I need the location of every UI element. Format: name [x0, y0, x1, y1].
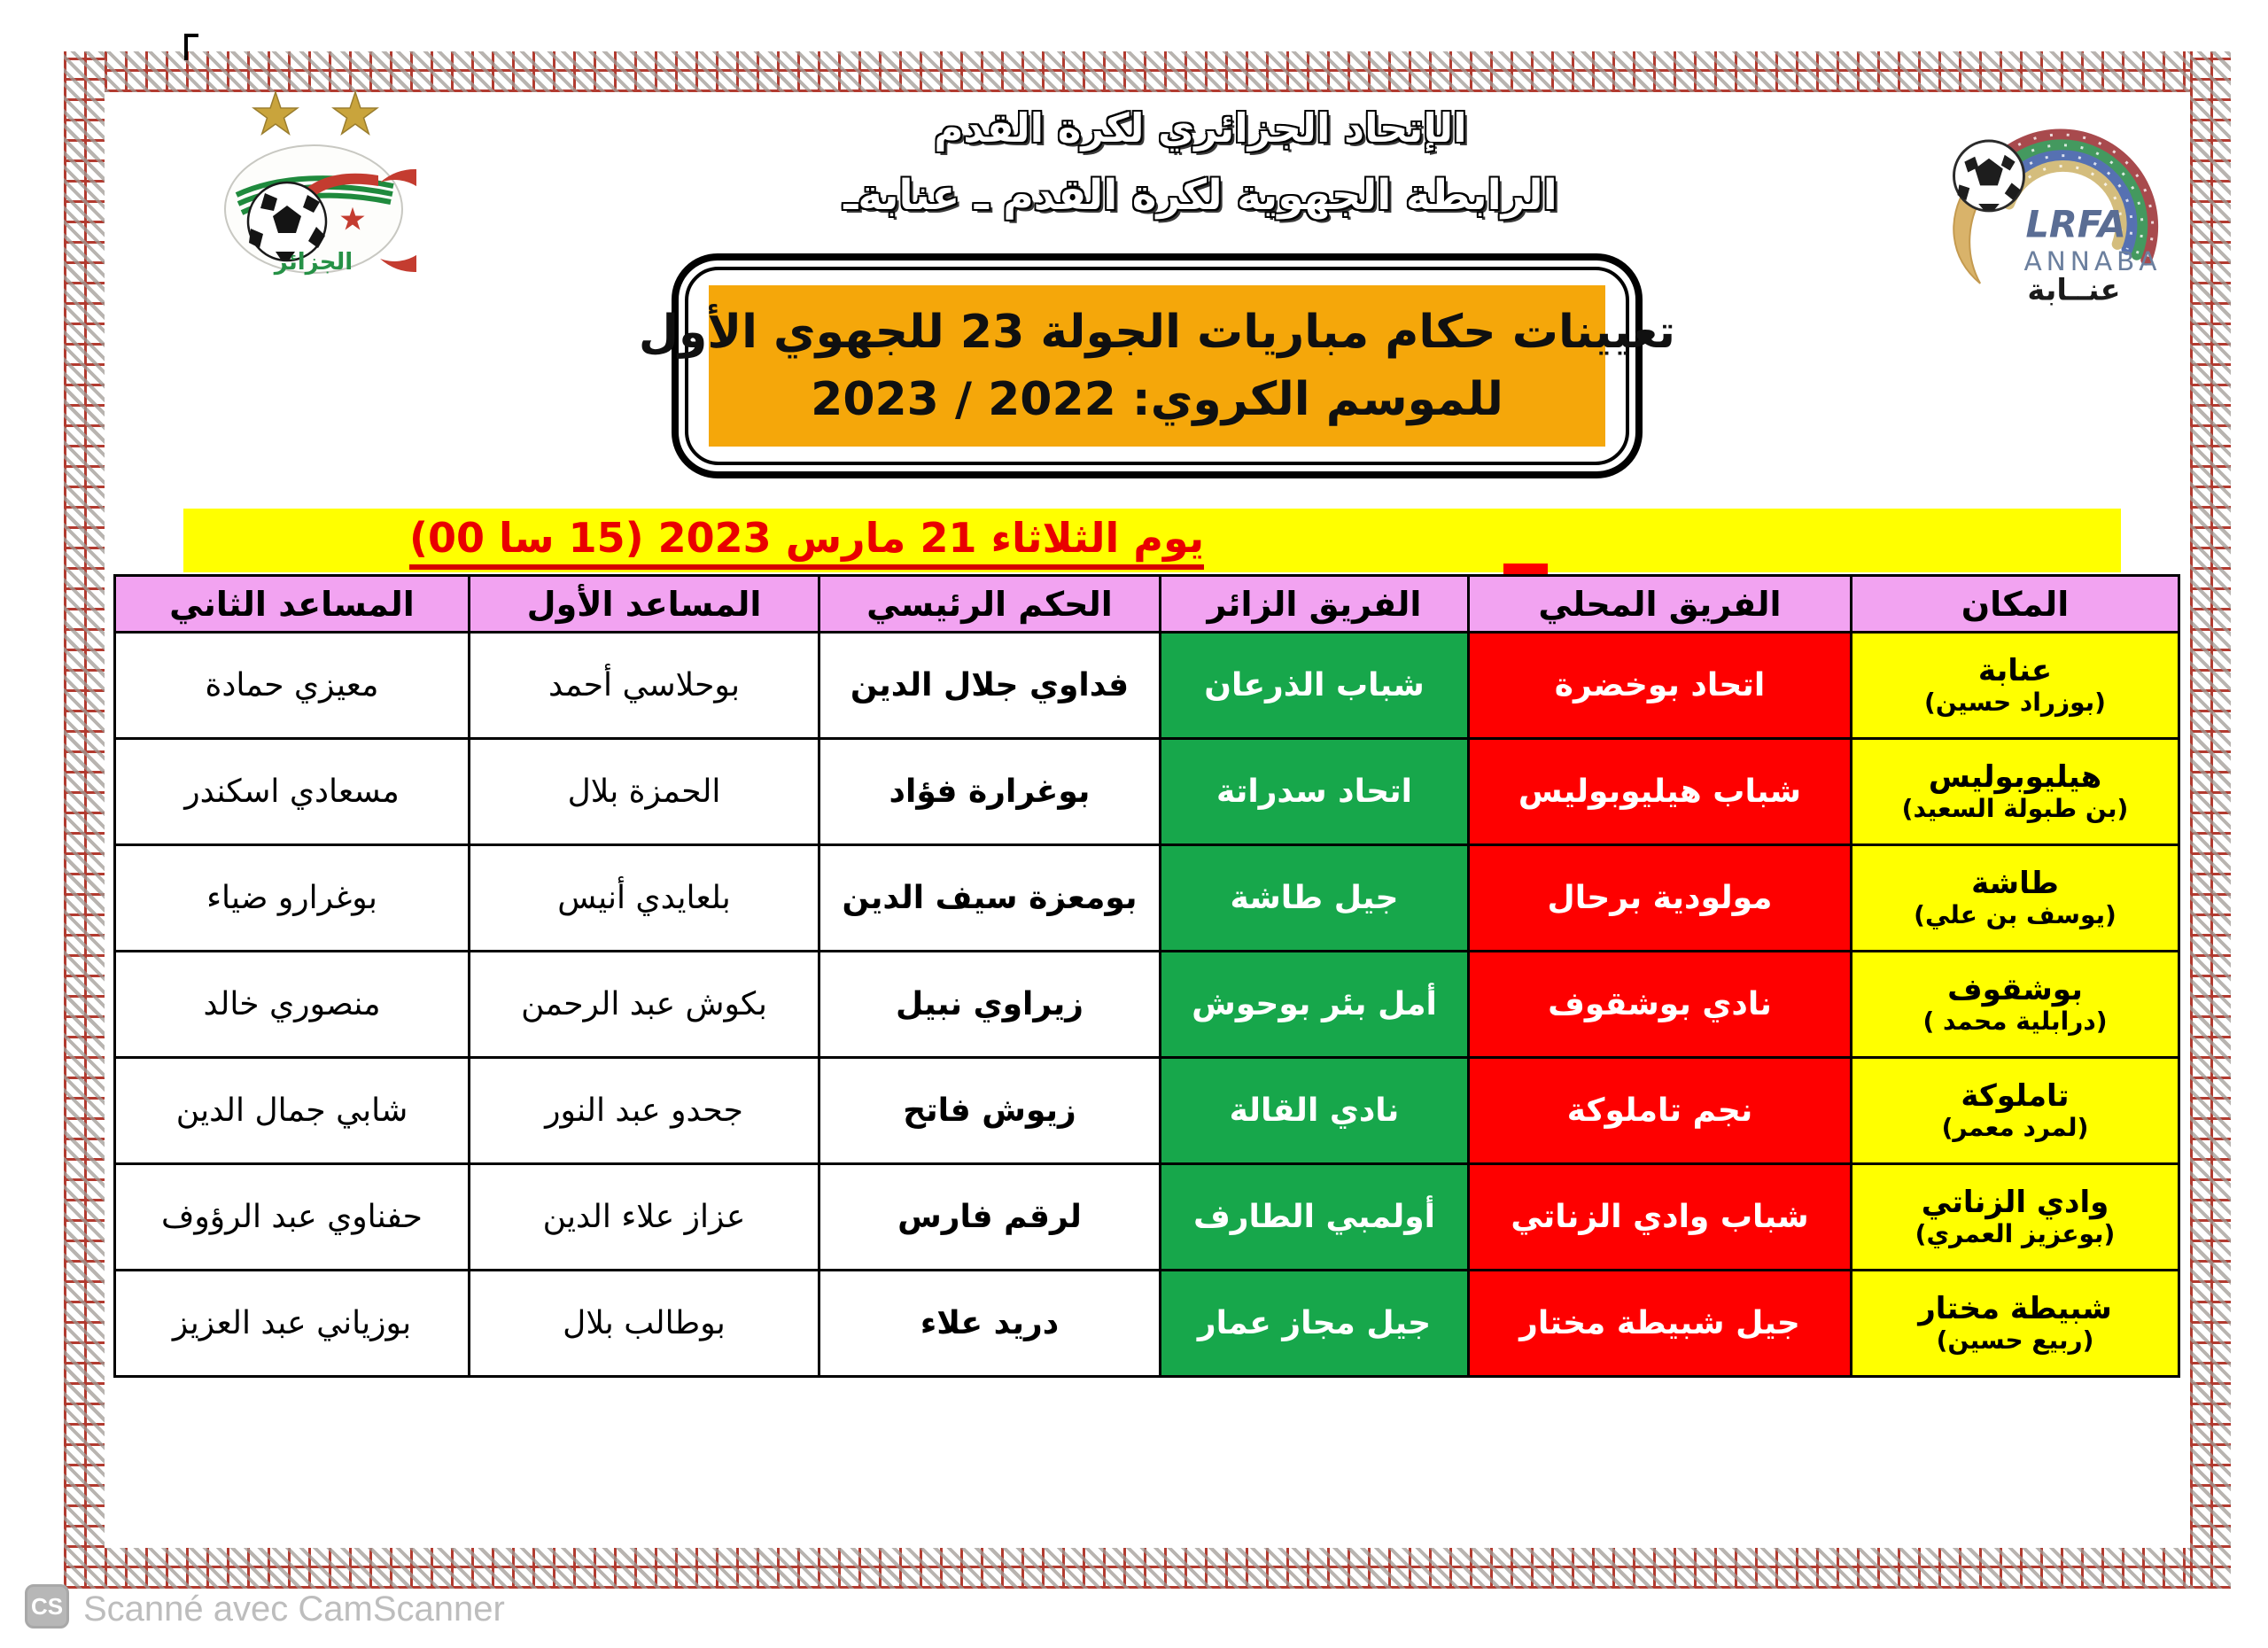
away-team-cell: نادي القالة	[1161, 1058, 1469, 1164]
column-header-home-team: الفريق المحلي	[1469, 576, 1852, 633]
assistant1-cell: عزاز علاء الدين	[470, 1164, 819, 1271]
venue-cell	[1852, 1271, 2179, 1377]
table-header-row	[115, 576, 2179, 633]
assistant2-cell: بوزياني عبد العزيز	[115, 1271, 470, 1377]
camscanner-badge-icon: CS	[25, 1584, 69, 1629]
main-referee-cell: دريد علاء	[819, 1271, 1161, 1377]
column-header-assistant1: المساعد الأول	[470, 576, 819, 633]
assistant2-cell: معيزي حمادة	[115, 633, 470, 739]
home-team-cell: جيل شبيطة مختار	[1469, 1271, 1852, 1377]
venue-name: عنابة	[1977, 652, 2053, 688]
referee-assignments-table	[113, 574, 2180, 1378]
table-row	[115, 952, 2179, 1058]
federation-name: الإتحاد الجزائري لكرة القدم	[934, 105, 1467, 152]
title-line-1: تعيينات حكام مباريات الجولة 23 للجهوي الأول	[638, 306, 1676, 359]
title-box-inner-border	[638, 267, 1676, 465]
venue-name: بوشقوف	[1947, 971, 2083, 1007]
away-team-cell: أمل بئر بوحوش	[1161, 952, 1469, 1058]
venue-cell	[1852, 845, 2179, 952]
column-header-away-team: الفريق الزائر	[1161, 576, 1469, 633]
venue-cell	[1852, 1058, 2179, 1164]
assistant1-cell: بوحلاسي أحمد	[470, 633, 819, 739]
home-team-cell: مولودية برحال	[1469, 845, 1852, 952]
home-team-cell: شباب وادي الزناتي	[1469, 1164, 1852, 1271]
home-team-cell: نجم تاملوكة	[1469, 1058, 1852, 1164]
stadium-name: (يوسف بن علي)	[1914, 899, 2117, 929]
stadium-name: (ربيع حسين)	[1936, 1325, 2094, 1355]
border-pattern-left	[64, 51, 105, 1589]
away-team-cell: اتحاد سدراتة	[1161, 739, 1469, 845]
federation-header	[726, 105, 1674, 220]
venue-cell	[1852, 952, 2179, 1058]
table-row	[115, 1271, 2179, 1377]
home-team-cell: اتحاد بوخضرة	[1469, 633, 1852, 739]
assistant2-cell: بوغرارو ضياء	[115, 845, 470, 952]
away-team-cell: شباب الذرعان	[1161, 633, 1469, 739]
main-referee-cell: فداوي جلال الدين	[819, 633, 1161, 739]
venue-cell	[1852, 1164, 2179, 1271]
main-referee-cell: بومعزة سيف الدين	[819, 845, 1161, 952]
main-referee-cell: زيراوي نبيل	[819, 952, 1161, 1058]
venue-name: هيليوبوليس	[1928, 758, 2102, 795]
lrfa-acronym: LRFA	[2025, 203, 2126, 246]
title-line-2: للموسم الكروي: 2022 / 2023	[811, 373, 1503, 426]
match-date: يوم الثلاثاء 21 مارس 2023 (15 سا 00)	[409, 514, 1204, 570]
stadium-name: (بوعزيز العمري)	[1915, 1218, 2116, 1248]
main-referee-cell: لرقم فارس	[819, 1164, 1161, 1271]
main-referee-cell: زيوش فاتح	[819, 1058, 1161, 1164]
lrfa-city-arabic: عنــابة	[2027, 272, 2121, 307]
away-team-cell: أولمبي الطارف	[1161, 1164, 1469, 1271]
venue-name: طاشة	[1971, 865, 2059, 901]
stadium-name: (بن طبولة السعيد)	[1901, 793, 2129, 823]
border-pattern-right	[2190, 51, 2231, 1589]
assistant2-cell: حفناوي عبد الرؤوف	[115, 1164, 470, 1271]
column-header-venue: المكان	[1852, 576, 2179, 633]
venue-name: وادي الزناتي	[1921, 1184, 2109, 1220]
title-box-orange-panel	[638, 285, 1676, 447]
table-row	[115, 845, 2179, 952]
title-box	[638, 253, 1676, 478]
regional-league-name: الرابطة الجهوية لكرة القدم ـ عنابةـ	[843, 171, 1557, 220]
stadium-name: (درابلية محمد )	[1922, 1006, 2108, 1036]
table-row	[115, 1058, 2179, 1164]
assistant1-cell: الحمزة بلال	[470, 739, 819, 845]
gold-star-icon	[333, 92, 377, 134]
venue-name: شبيطة مختار	[1918, 1290, 2112, 1326]
table-row	[115, 739, 2179, 845]
assistant2-cell: شابي جمال الدين	[115, 1058, 470, 1164]
away-team-cell: جيل طاشة	[1161, 845, 1469, 952]
away-team-cell: جيل مجاز عمار	[1161, 1271, 1469, 1377]
venue-cell	[1852, 633, 2179, 739]
assistant2-cell: مسعادي اسكندر	[115, 739, 470, 845]
assistant1-cell: بكوش عبد الرحمن	[470, 952, 819, 1058]
venue-cell	[1852, 739, 2179, 845]
main-referee-cell: بوغرارة فؤاد	[819, 739, 1161, 845]
assistant1-cell: بوطالب بلال	[470, 1271, 819, 1377]
table-row	[115, 633, 2179, 739]
stadium-name: (بوزراد حسين)	[1924, 687, 2106, 717]
lrfa-annaba-logo	[1921, 103, 2192, 311]
column-header-main-referee: الحكم الرئيسي	[819, 576, 1161, 633]
stadium-name: (لمرد معمر)	[1941, 1112, 2089, 1142]
stray-bracket-mark	[184, 34, 198, 60]
date-banner	[183, 509, 2121, 572]
column-header-assistant2: المساعد الثاني	[115, 576, 470, 633]
venue-name: تاملوكة	[1961, 1077, 2070, 1114]
gold-star-icon	[253, 92, 297, 134]
home-team-cell: نادي بوشقوف	[1469, 952, 1852, 1058]
faf-logo-caption: الجزائر	[274, 249, 353, 276]
assistant1-cell: جحدو عبد النور	[470, 1058, 819, 1164]
lrfa-city: ANNABA	[2023, 246, 2162, 277]
border-pattern-bottom	[64, 1548, 2231, 1589]
assistant2-cell: منصوري خالد	[115, 952, 470, 1058]
home-team-cell: شباب هيليوبوليس	[1469, 739, 1852, 845]
table-row	[115, 1164, 2179, 1271]
faf-algeria-logo	[211, 85, 416, 278]
camscanner-watermark: Scanné avec CamScanner	[83, 1590, 505, 1629]
assistant1-cell: بلعايدي أنيس	[470, 845, 819, 952]
